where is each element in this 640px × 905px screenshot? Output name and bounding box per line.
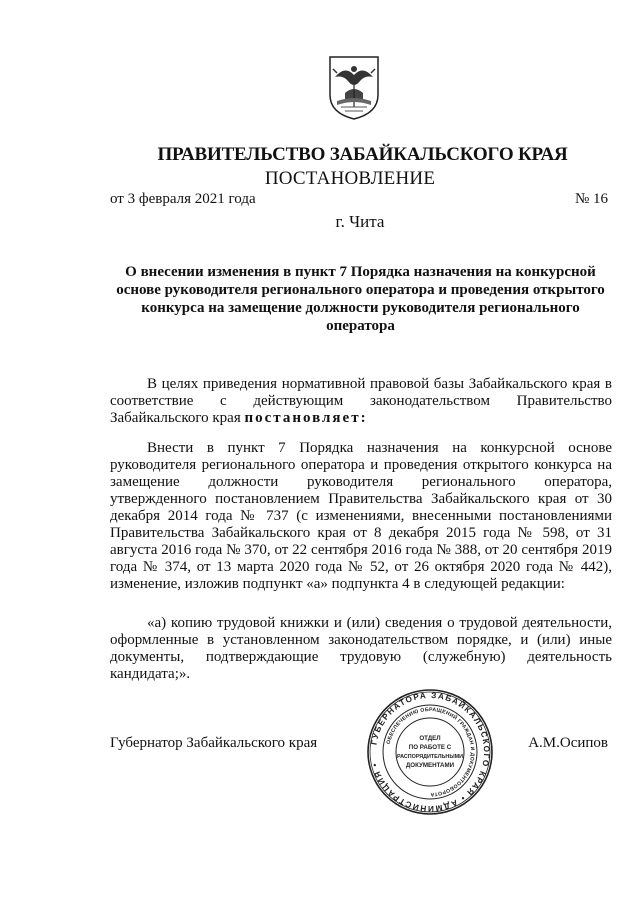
document-number: № 16 bbox=[574, 191, 608, 207]
signatory-position: Губернатор Забайкальского края bbox=[110, 735, 318, 751]
amended-subclause-paragraph: «а) копию трудовой книжки и (или) сведения о трудовой деятельности, оформленные в установленном законодательством порядке, и (или) иные документы, подтверждающие трудовую (служебную) деятельность кандидата;». bbox=[110, 615, 612, 682]
decree-keyword: постановляет: bbox=[244, 410, 368, 426]
stamp-center-line: ОТДЕЛ bbox=[419, 735, 441, 742]
government-name: ПРАВИТЕЛЬСТВО ЗАБАЙКАЛЬСКОГО КРАЯ bbox=[157, 144, 568, 165]
preamble-text: В целях приведения нормативной правовой базы Забайкальского края в соответствие с действующим законодательством Правительство Забайкальского края bbox=[110, 376, 612, 426]
stamp-center-line: ПО РАБОТЕ С bbox=[408, 744, 452, 751]
coat-of-arms-icon bbox=[327, 55, 381, 121]
preamble-paragraph bbox=[110, 376, 612, 427]
official-seal-stamp bbox=[366, 688, 494, 816]
amendment-paragraph: Внести в пункт 7 Порядка назначения на конкурсной основе руководителя регионального оператора и проведения открытого конкурса на замещение должности руководителя регионального оператора, утвержденного постановлением Правительства Забайкальского края от 30 декабря 2014 года № 737 (с изменениями, внесенными постановлениями Правительства Забайкальского края от 8 декабря 2015 года № 598, от 31 августа 2016 года № 370, от 22 сентября 2016 года № 388, от 20 сентября 2019 года № 374, от 13 марта 2020 года № 52, от 26 октября 2020 года № 442), изменение, изложив подпункт «а» подпункта 4 в следующей редакции: bbox=[110, 440, 612, 592]
document-title: О внесении изменения в пункт 7 Порядка назначения на конкурсной основе руководителя регионального оператора и проведения открытого конкурса на замещение должности руководителя регионального оператора bbox=[116, 264, 605, 334]
document-type: ПОСТАНОВЛЕНИЕ bbox=[264, 168, 436, 189]
document-date: от 3 февраля 2021 года bbox=[110, 191, 256, 207]
stamp-center-line: ДОКУМЕНТАМИ bbox=[405, 762, 455, 769]
stamp-outer-text: ГУБЕРНАТОРА ЗАБАЙКАЛЬСКОГО КРАЯ • АДМИНИСТРАЦИЯ • bbox=[369, 690, 492, 814]
stamp-inner-text: ОБЕСПЕЧЕНИЮ ОБРАЩЕНИЙ ГРАЖДАН И ДОКУМЕНТООБОРОТА bbox=[385, 706, 476, 798]
signatory-name: А.М.Осипов bbox=[528, 735, 608, 751]
svg-text:ОБЕСПЕЧЕНИЮ ОБРАЩЕНИЙ ГРАЖДАН bbox=[386, 707, 475, 797]
stamp-center-line: РАСПОРЯДИТЕЛЬНЫМИ bbox=[397, 754, 463, 760]
document-city: г. Чита bbox=[335, 212, 385, 231]
